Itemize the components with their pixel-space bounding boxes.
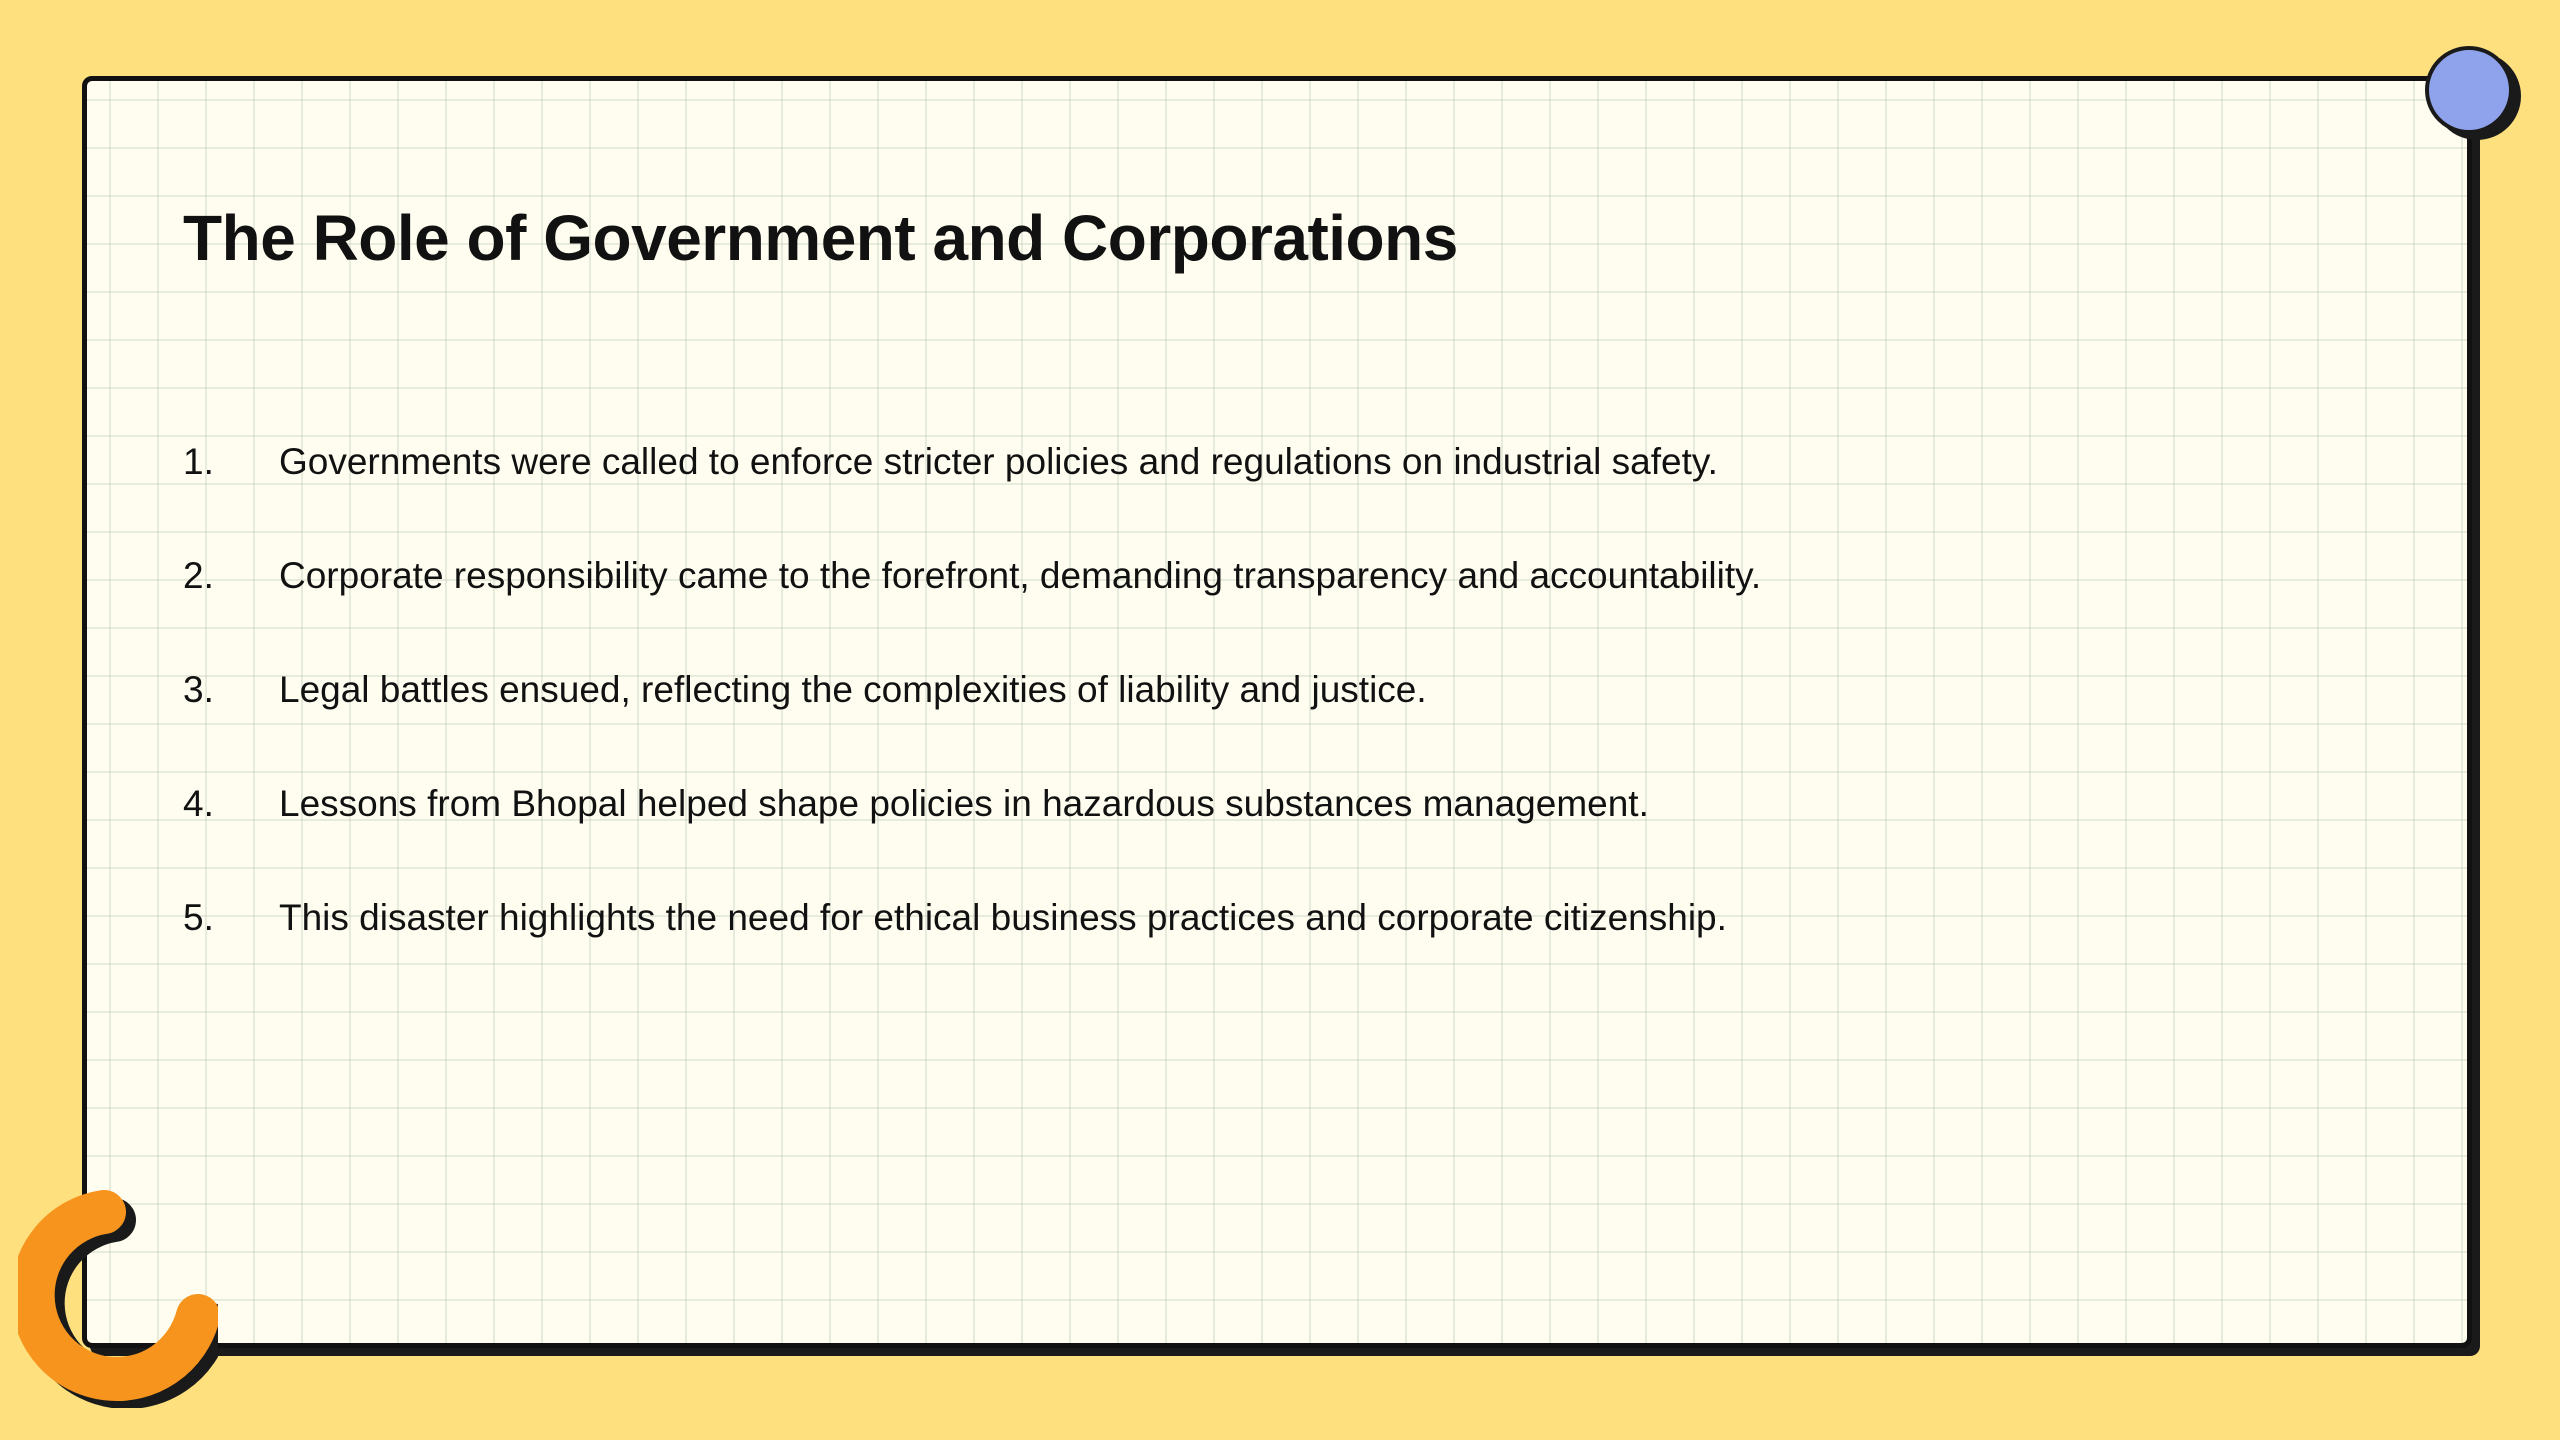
list-item-text: Lessons from Bhopal helped shape policies in hazardous substances management.: [279, 783, 1649, 824]
list-item-number: 3.: [183, 669, 214, 710]
list-item-text: Governments were called to enforce stricter policies and regulations on industrial safety.: [279, 441, 1718, 482]
list-item-number: 5.: [183, 897, 214, 938]
numbered-list: [183, 441, 1761, 1011]
list-item: [183, 897, 1761, 1011]
list-item: [183, 783, 1761, 897]
list-item-number: 1.: [183, 441, 214, 482]
list-item-text: This disaster highlights the need for ethical business practices and corporate citizenship.: [279, 897, 1727, 938]
list-item-text: Corporate responsibility came to the forefront, demanding transparency and accountability.: [279, 555, 1762, 596]
list-item: [183, 441, 1761, 555]
list-item-number: 2.: [183, 555, 214, 596]
list-item-number: 4.: [183, 783, 214, 824]
slide-title: The Role of Government and Corporations: [183, 202, 1458, 274]
list-item: [183, 555, 1761, 669]
circle-decoration: [2425, 46, 2513, 134]
list-item: [183, 669, 1761, 783]
arc-decoration: [18, 1178, 218, 1408]
slide-card: [82, 76, 2472, 1348]
list-item-text: Legal battles ensued, reflecting the complexities of liability and justice.: [279, 669, 1427, 710]
